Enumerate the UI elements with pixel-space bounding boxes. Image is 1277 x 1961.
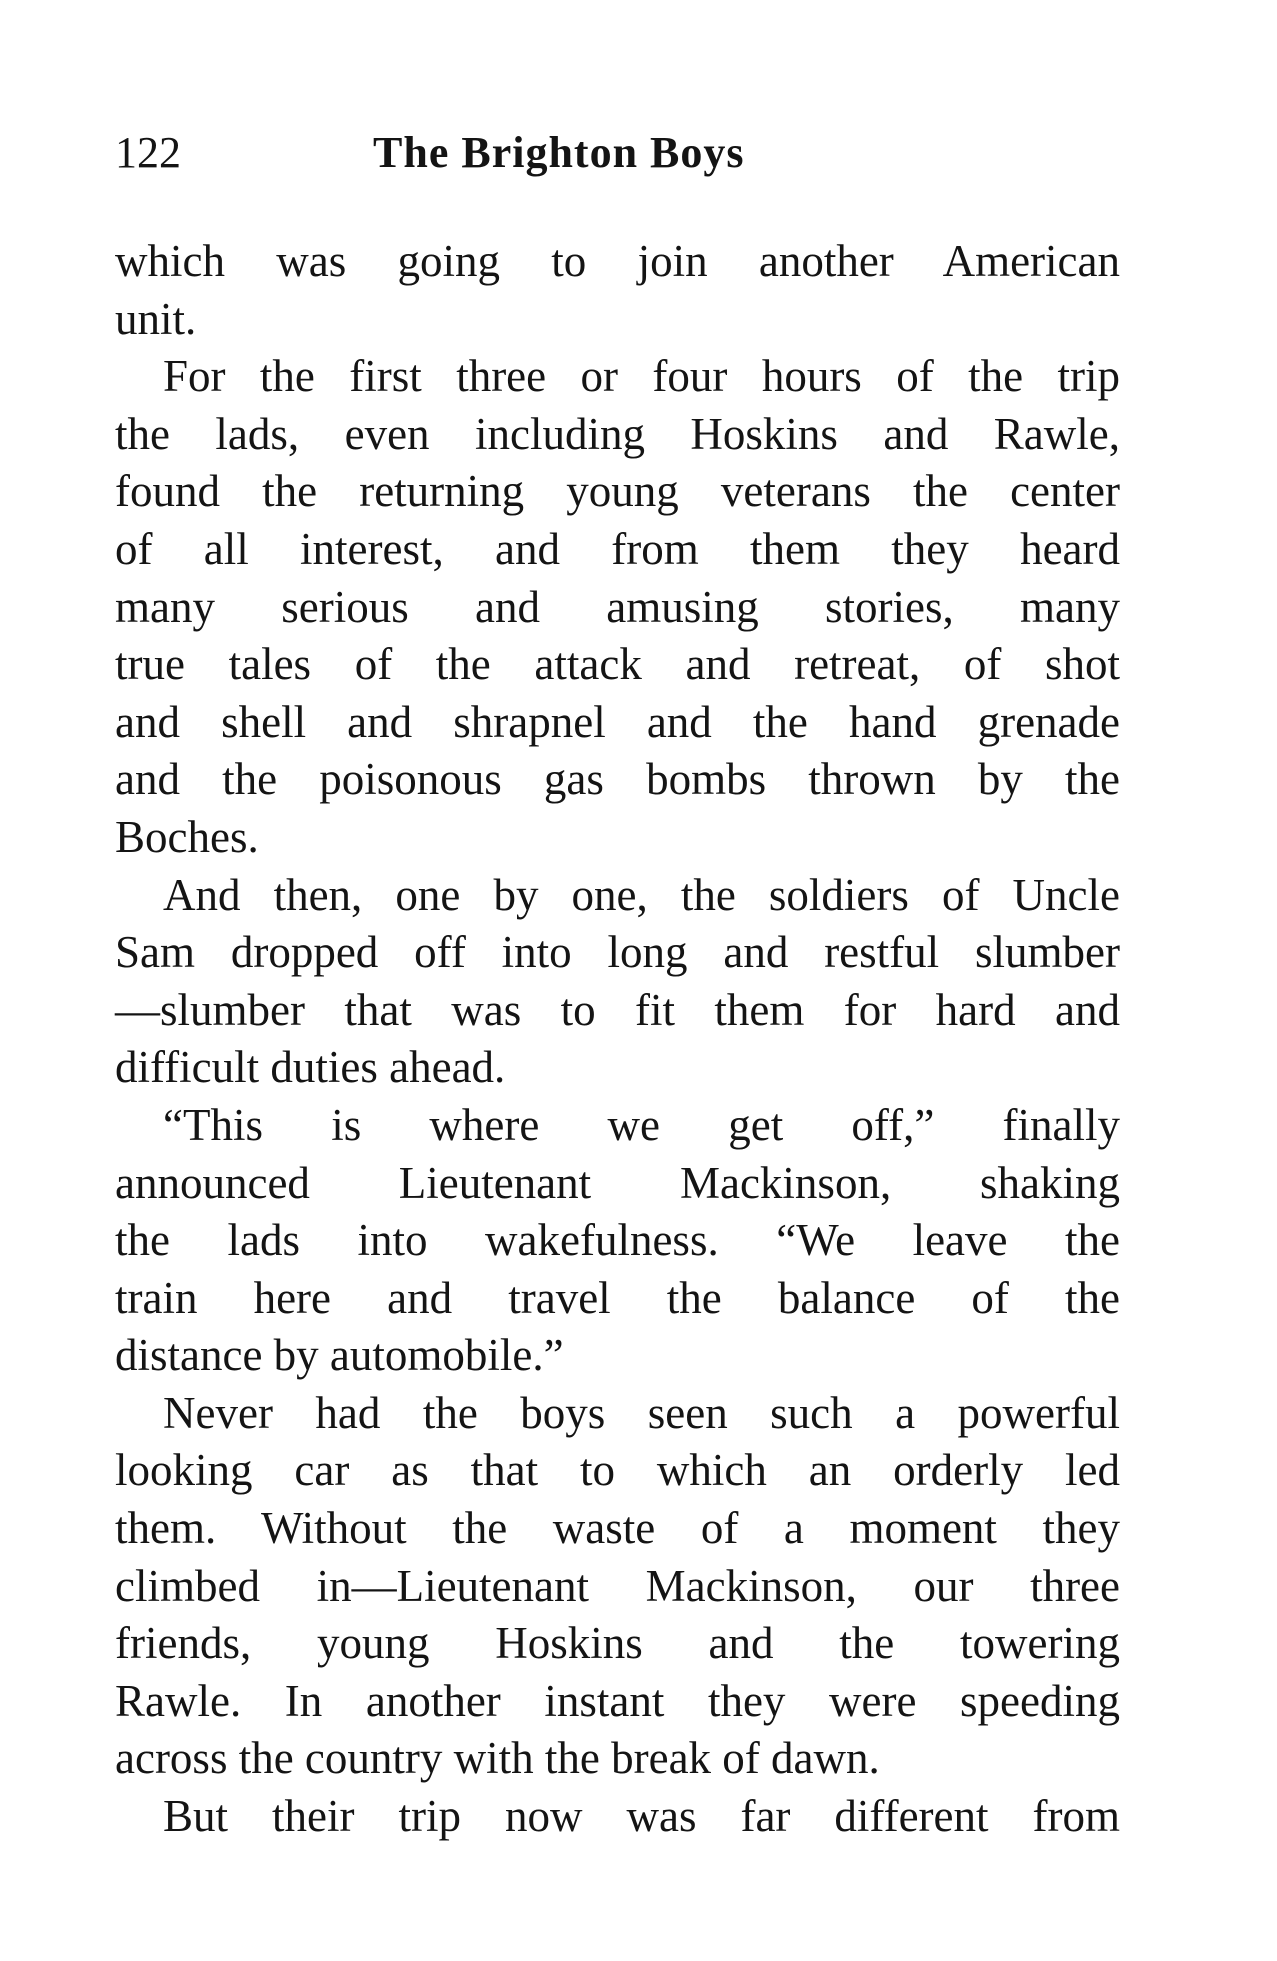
- text-line: unit.: [115, 293, 197, 344]
- text-line: announced Lieutenant Mackinson, shaking: [115, 1157, 1120, 1208]
- running-title: The Brighton Boys: [373, 128, 745, 177]
- text-line: And then, one by one, the soldiers of Uncle: [163, 869, 1120, 920]
- text-line: Boches.: [115, 811, 259, 862]
- text-line: Rawle. In another instant they were speeding: [115, 1675, 1120, 1726]
- text-line: difficult duties ahead.: [115, 1042, 506, 1093]
- text-line: “This is where we get off,” finally: [163, 1099, 1120, 1150]
- running-header: [115, 124, 1120, 182]
- paragraph: [115, 348, 1120, 866]
- paragraph: [115, 1788, 1120, 1846]
- text-line: of all interest, and from them they heard: [115, 523, 1120, 574]
- text-line: and the poisonous gas bombs thrown by the: [115, 754, 1120, 805]
- paragraph: [115, 1097, 1120, 1385]
- page-number: 122: [115, 128, 181, 177]
- paragraph: [115, 1385, 1120, 1788]
- body-text: [115, 233, 1120, 1846]
- text-line: For the first three or four hours of the trip: [163, 351, 1120, 402]
- text-line: looking car as that to which an orderly led: [115, 1445, 1120, 1496]
- text-line: train here and travel the balance of the: [115, 1272, 1120, 1323]
- text-line: the lads into wakefulness. “We leave the: [115, 1215, 1120, 1266]
- text-line: found the returning young veterans the center: [115, 466, 1120, 517]
- text-line: many serious and amusing stories, many: [115, 581, 1120, 632]
- text-line: friends, young Hoskins and the towering: [115, 1618, 1120, 1669]
- paragraph: [115, 233, 1120, 348]
- text-line: Never had the boys seen such a powerful: [163, 1387, 1120, 1438]
- text-line: them. Without the waste of a moment they: [115, 1503, 1120, 1554]
- text-line: which was going to join another American: [115, 236, 1120, 286]
- text-line: distance by automobile.”: [115, 1330, 564, 1381]
- text-line: the lads, even including Hoskins and Rawle,: [115, 408, 1120, 459]
- paragraph: [115, 867, 1120, 1097]
- text-line: Sam dropped off into long and restful slumber: [115, 927, 1120, 978]
- text-line: —slumber that was to fit them for hard and: [115, 984, 1120, 1035]
- text-line: and shell and shrapnel and the hand grenade: [115, 696, 1120, 747]
- text-line: true tales of the attack and retreat, of shot: [115, 639, 1120, 690]
- text-line: climbed in—Lieutenant Mackinson, our three: [115, 1560, 1120, 1611]
- text-line: But their trip now was far different from: [163, 1791, 1120, 1842]
- text-line: across the country with the break of dawn.: [115, 1733, 880, 1784]
